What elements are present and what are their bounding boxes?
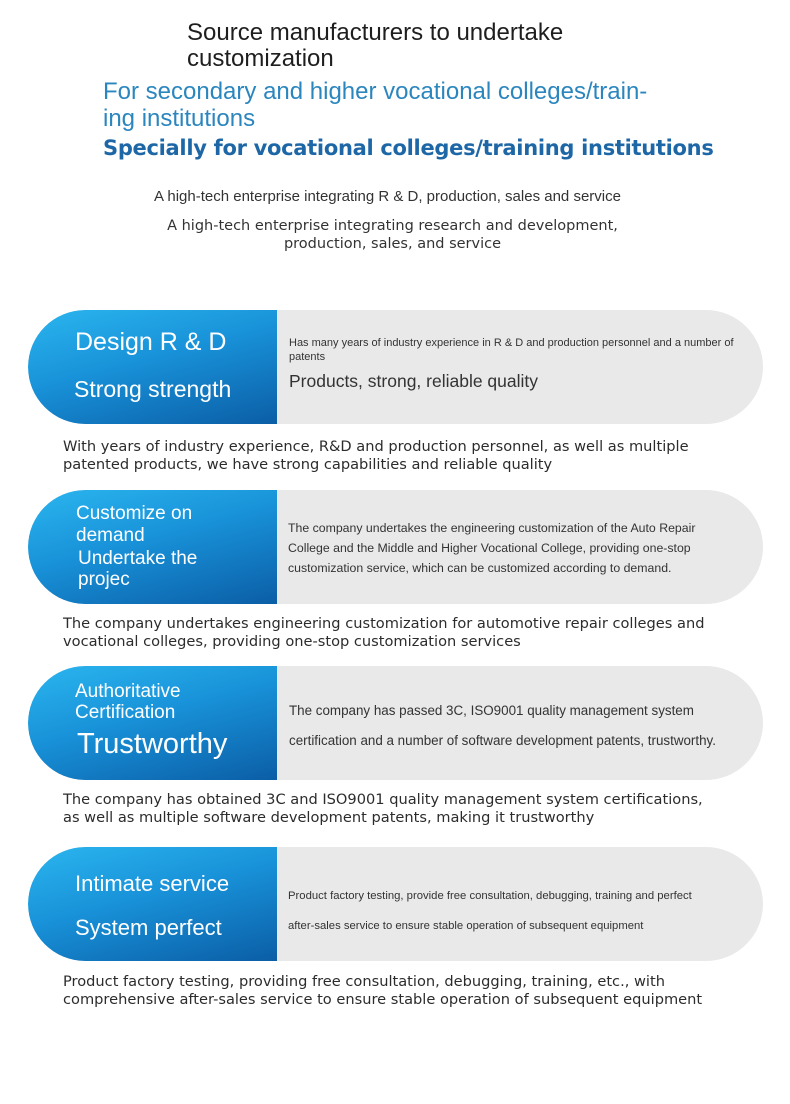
feature-summary-line2: certification and a number of software development patents, trustworthy.: [289, 733, 716, 748]
feature-description-line2: comprehensive after-sales service to ensure stable operation of subsequent equipment: [63, 991, 703, 1008]
feature-card-service: [28, 847, 763, 961]
feature-summary-line1: The company undertakes the engineering customization of the Auto Repair: [288, 521, 696, 535]
feature-summary-line2: after-sales service to ensure stable operation of subsequent equipment: [288, 920, 644, 932]
feature-summary-line2: College and the Middle and Higher Vocational College, providing one-stop: [288, 541, 691, 555]
intro-text: A high-tech enterprise integrating R & D, production, sales and service: [154, 188, 621, 205]
feature-description-line1: The company undertakes engineering customization for automotive repair colleges and: [63, 615, 705, 632]
feature-summary-line1: Product factory testing, provide free consultation, debugging, training and perfect: [288, 890, 692, 902]
feature-summary: [288, 518, 748, 578]
feature-title: Intimate service: [75, 871, 230, 896]
page-subtitle-line1: For secondary and higher vocational colleges/train-: [103, 78, 648, 105]
feature-card-customize: [28, 490, 763, 604]
feature-highlight: Products, strong, reliable quality: [289, 371, 539, 391]
feature-description-line1: The company has obtained 3C and ISO9001 quality management system certifications,: [63, 791, 703, 808]
feature-subtitle: System perfect: [75, 915, 222, 940]
intro-text-secondary-line2: production, sales, and service: [283, 236, 502, 252]
feature-summary-line1: The company has passed 3C, ISO9001 quality management system: [289, 703, 694, 718]
feature-subtitle-line1: Undertake the: [78, 548, 198, 569]
feature-summary: Has many years of industry experience in R & D and production personnel and a number of patents: [289, 337, 734, 363]
page-title-line1: Source manufacturers to undertake: [187, 19, 564, 46]
feature-description-line2: vocational colleges, providing one-stop customization services: [63, 633, 521, 650]
feature-subtitle-line2: projec: [78, 569, 130, 590]
feature-description: [63, 973, 753, 1009]
feature-summary: [288, 881, 748, 941]
intro-text-secondary: [0, 217, 785, 253]
feature-description-line1: With years of industry experience, R&D and production personnel, as well as multiple: [63, 438, 689, 455]
feature-description: [63, 438, 753, 474]
page-title-line2: customization: [187, 45, 334, 72]
feature-description: [63, 791, 753, 827]
feature-card-badge: [28, 847, 277, 961]
feature-summary: [289, 696, 759, 756]
feature-description: [63, 615, 753, 651]
feature-subtitle: Strong strength: [74, 376, 232, 402]
page-subtitle: [103, 78, 703, 132]
page-title: [187, 20, 657, 72]
feature-description-line2: as well as multiple software development patents, making it trustworthy: [63, 809, 595, 826]
feature-summary-line3: customization service, which can be customized according to demand.: [288, 561, 672, 575]
feature-description-line1: Product factory testing, providing free consultation, debugging, training, etc., with: [63, 973, 665, 990]
feature-title: Design R & D: [75, 328, 227, 356]
feature-description-line2: patented products, we have strong capabilities and reliable quality: [63, 456, 553, 473]
page-subtitle-line2: ing institutions: [103, 105, 256, 132]
feature-card-design: [28, 310, 763, 424]
feature-card-certification: [28, 666, 763, 780]
feature-title-line1: Authoritative: [75, 681, 181, 702]
intro-text-secondary-line1: A high-tech enterprise integrating research and development,: [167, 218, 618, 234]
feature-title-line2: demand: [76, 525, 145, 546]
feature-title-line1: Customize on: [76, 503, 193, 524]
page-tagline: Specially for vocational colleges/training institutions: [103, 136, 714, 160]
feature-subtitle: Trustworthy: [77, 728, 228, 760]
feature-title-line2: Certification: [75, 702, 176, 723]
